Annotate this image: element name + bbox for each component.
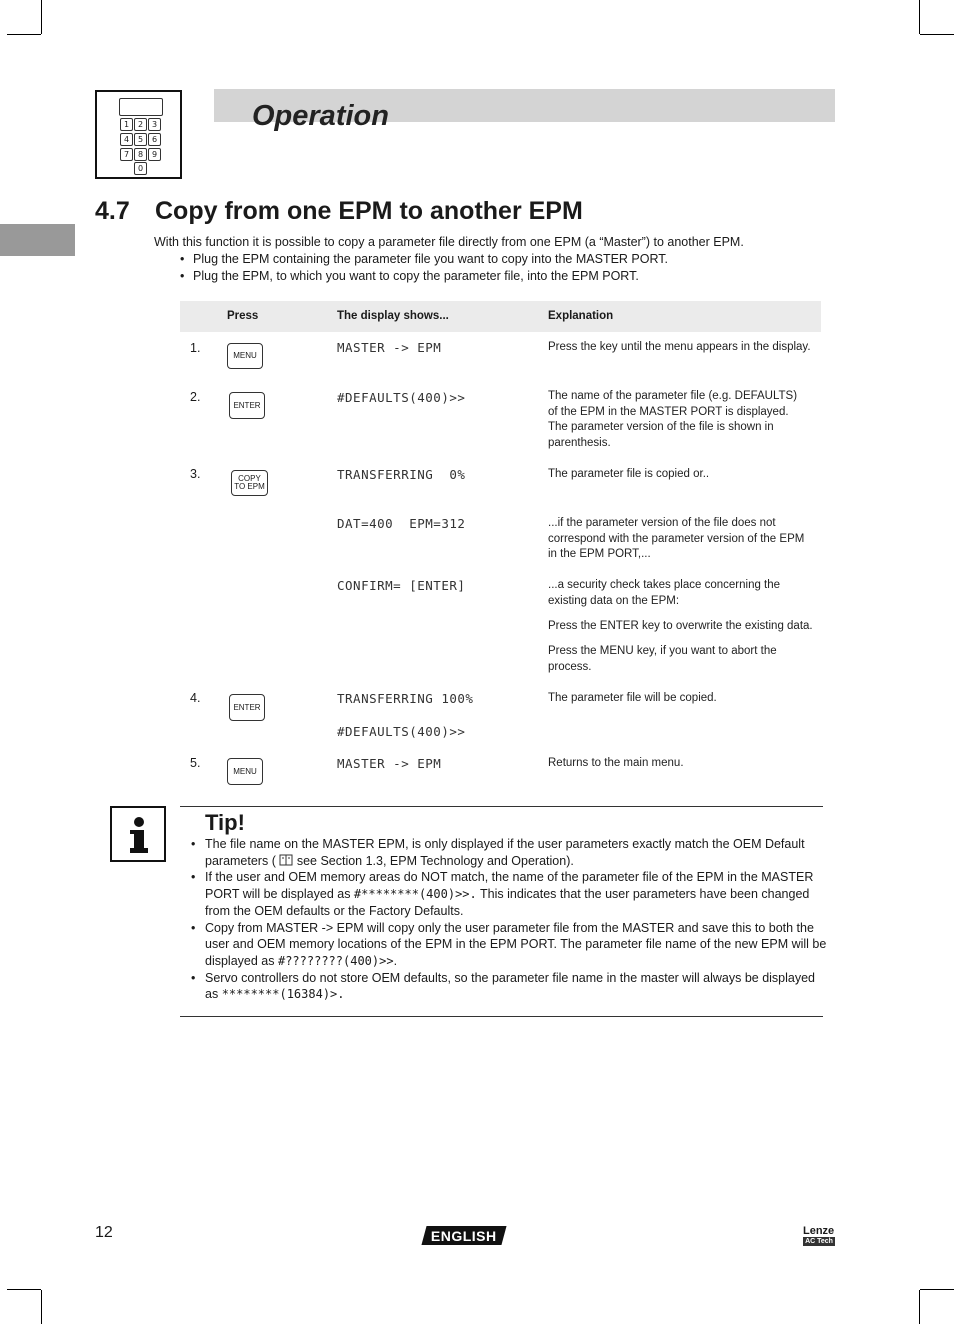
explanation-line: Press the key until the menu appears in the display. — [548, 341, 811, 353]
explanation-line: correspond with the parameter version of the EPM — [548, 532, 805, 545]
keypad-key-icon: 3 — [148, 118, 161, 131]
explanation-line: The name of the parameter file (e.g. DEFAULTS) — [548, 390, 798, 402]
explanation-line: existing data on the EPM: — [548, 594, 680, 607]
explanation-line: The parameter file will be copied. — [548, 692, 717, 704]
keypad-illustration — [95, 90, 182, 179]
explanation-line: ...a security check takes place concerning the — [548, 579, 781, 591]
tip-top-rule — [180, 806, 823, 807]
keypad-display-icon — [119, 98, 163, 116]
display-text: TRANSFERRING 100% — [337, 691, 474, 706]
tip-item — [191, 869, 831, 919]
display-text: TRANSFERRING 0% — [337, 467, 466, 482]
intro-bullet-text: Plug the EPM, to which you want to copy the parameter file, into the EPM PORT. — [193, 269, 639, 283]
step-number: 2. — [190, 390, 201, 404]
page-number: 12 — [95, 1224, 113, 1241]
tip-title: Tip! — [205, 810, 245, 835]
keypad-key-icon: 6 — [148, 133, 161, 146]
display-text: MASTER -> EPM — [337, 756, 442, 771]
brand-logo: Lenze — [803, 1225, 835, 1237]
info-icon — [110, 806, 166, 862]
tip-code: ********(16384)>. — [221, 987, 345, 1002]
tip-item — [191, 836, 831, 869]
column-header-press: Press — [227, 310, 259, 322]
column-header-display: The display shows... — [337, 310, 449, 322]
menu-key-icon: MENU — [227, 758, 263, 785]
keypad-key-icon: 1 — [120, 118, 133, 131]
keypad-key-icon: 9 — [148, 148, 161, 161]
explanation-line: process. — [548, 661, 592, 673]
tip-text: see Section 1.3, EPM Technology and Operation). — [293, 853, 574, 868]
page-title: Operation — [252, 100, 389, 132]
section-title: Copy from one EPM to another EPM — [155, 197, 583, 225]
explanation-line: of the EPM in the MASTER PORT is displayed. — [548, 405, 789, 418]
crop-mark — [919, 1290, 920, 1324]
display-text: CONFIRM= [ENTER] — [337, 578, 466, 593]
explanation-line: in the EPM PORT,... — [548, 548, 651, 560]
crop-mark — [920, 1289, 954, 1290]
crop-mark — [7, 34, 41, 35]
tip-item — [191, 970, 831, 1003]
tip-text: If the user and OEM memory areas do NOT match, the name of the parameter file of the EPM in the MASTER PORT will be displayed as — [205, 870, 814, 902]
keypad-key-icon: 4 — [120, 133, 133, 146]
tip-text: . — [393, 953, 398, 968]
keypad-key-icon: 5 — [134, 133, 147, 146]
info-glyph — [112, 808, 164, 860]
explanation-line: ...if the parameter version of the file does not — [548, 517, 776, 529]
crop-mark — [41, 1290, 42, 1324]
tip-code: #********(400)>>. — [353, 887, 477, 902]
step-number: 3. — [190, 467, 201, 481]
intro-bullet-text: Plug the EPM containing the parameter file you want to copy into the MASTER PORT. — [193, 252, 669, 266]
keypad-key-icon: 0 — [134, 162, 147, 175]
menu-key-icon: MENU — [227, 343, 263, 369]
intro-bullet: • — [180, 269, 185, 283]
chapter-tab-marker — [0, 224, 75, 256]
intro-text: With this function it is possible to copy a parameter file directly from one EPM (a “Master”) to another EPM. — [154, 235, 744, 249]
tip-text: Copy from MASTER -> EPM will copy only the user parameter file from the MASTER and save this to both the user and OEM memory locations of the EPM in the EPM PORT. The parameter file name of the new EPM will be displayed as — [205, 920, 827, 968]
explanation-line: parenthesis. — [548, 436, 611, 449]
crop-mark — [41, 0, 42, 34]
copy-to-epm-key-icon — [231, 470, 268, 496]
step-number: 4. — [190, 691, 201, 705]
step-number: 1. — [190, 341, 201, 355]
keypad-key-icon: 8 — [134, 148, 147, 161]
language-label: ENGLISH — [431, 1227, 497, 1244]
language-badge — [421, 1226, 506, 1245]
keypad-key-icon: 7 — [120, 148, 133, 161]
crop-mark — [919, 0, 920, 34]
book-icon — [279, 854, 293, 866]
tip-list — [191, 836, 831, 1003]
keypad-key-icon: 2 — [134, 118, 147, 131]
enter-key-icon: ENTER — [229, 694, 265, 721]
display-text: #DEFAULTS(400)>> — [337, 724, 466, 739]
tip-bottom-rule — [180, 1016, 823, 1017]
column-header-explanation: Explanation — [548, 310, 614, 322]
explanation-line: The parameter file is copied or.. — [548, 468, 710, 480]
crop-mark — [7, 1289, 41, 1290]
display-text: DAT=400 EPM=312 — [337, 516, 466, 531]
tip-text: This indicates that the user parameters have been changed from the OEM defaults or the Factory Defaults. — [205, 887, 810, 918]
explanation-line: Returns to the main menu. — [548, 757, 684, 769]
display-text: #DEFAULTS(400)>> — [337, 390, 466, 405]
explanation-line: The parameter version of the file is shown in — [548, 421, 774, 433]
display-text: MASTER -> EPM — [337, 340, 442, 355]
tip-text: Servo controllers do not store OEM defaults, so the parameter file name in the master will always be displayed as — [205, 970, 816, 1002]
key-label: COPY — [238, 474, 261, 483]
explanation-line: Press the ENTER key to overwrite the existing data. — [548, 620, 813, 632]
section-number: 4.7 — [95, 197, 130, 225]
explanation-line: Press the MENU key, if you want to abort the — [548, 645, 777, 657]
intro-bullet: • — [180, 252, 185, 266]
brand-sub-logo: AC Tech — [803, 1237, 835, 1246]
tip-code: #????????(400)>> — [277, 953, 394, 968]
crop-mark — [920, 34, 954, 35]
table-header-row — [180, 301, 821, 332]
tip-item — [191, 920, 831, 970]
key-label: TO EPM — [234, 482, 265, 491]
step-number: 5. — [190, 756, 201, 770]
enter-key-icon: ENTER — [229, 392, 265, 419]
tip-text: The file name on the MASTER EPM, is only displayed if the user parameters exactly match the OEM Default parameters ( — [205, 837, 805, 868]
